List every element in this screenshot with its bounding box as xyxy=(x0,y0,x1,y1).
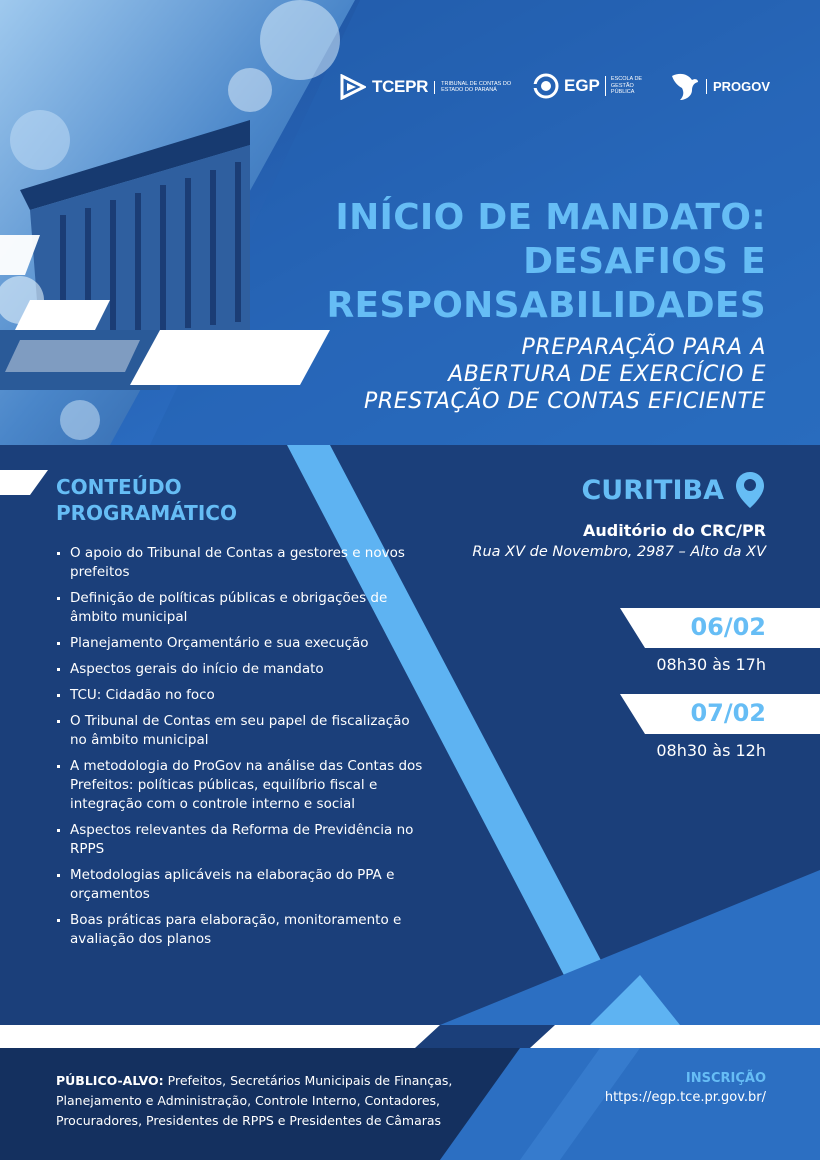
topic-item: O Tribunal de Contas em seu papel de fiscalização no âmbito municipal xyxy=(56,712,426,750)
registration xyxy=(605,1070,766,1108)
tcepr-logo-subtitle: TRIBUNAL DE CONTAS DO ESTADO DO PARANÁ xyxy=(434,81,514,94)
event-subtitle xyxy=(266,334,766,415)
event-venue xyxy=(472,520,766,562)
progov-logo[interactable] xyxy=(670,68,770,104)
target-audience xyxy=(56,1071,516,1131)
white-separator xyxy=(0,1025,820,1048)
program-heading-line-1: CONTEÚDO xyxy=(56,475,182,499)
topic-item: Aspectos gerais do início de mandato xyxy=(56,660,426,679)
registration-label: INSCRIÇÃO xyxy=(685,1071,766,1086)
egp-logo-name: EGP xyxy=(564,76,600,95)
progov-logo-name: PROGOV xyxy=(706,79,770,94)
schedule-date-1: 06/02 xyxy=(690,613,766,641)
subtitle-line-3: PRESTAÇÃO DE CONTAS EFICIENTE xyxy=(364,389,766,414)
topic-item: TCU: Cidadão no foco xyxy=(56,686,426,705)
topic-item: Boas práticas para elaboração, monitoramento e avaliação dos planos xyxy=(56,911,426,949)
schedule-time-1: 08h30 às 17h xyxy=(656,655,766,674)
audience-label: PÚBLICO-ALVO: xyxy=(56,1073,164,1088)
title-line-3: RESPONSABILIDADES xyxy=(326,285,766,326)
egp-logo-icon xyxy=(532,72,560,100)
subtitle-line-1: PREPARAÇÃO PARA A xyxy=(521,335,766,360)
audience-text: Prefeitos, Secretários Municipais de Finanças, Planejamento e Administração, Controle Interno, Contadores, Procuradores, Presidentes de RPPS e Presidentes de Câmaras xyxy=(56,1073,453,1128)
location-pin-icon xyxy=(734,470,766,510)
topic-item: Definição de políticas públicas e obrigações de âmbito municipal xyxy=(56,589,426,627)
event-city xyxy=(581,470,766,510)
white-slash-2 xyxy=(15,300,110,330)
egp-logo-subtitle: ESCOLA DE GESTÃO PÚBLICA xyxy=(605,76,655,96)
partner-logos xyxy=(340,66,770,106)
topic-item: A metodologia do ProGov na análise das Contas dos Prefeitos: políticas públicas, equilíbrio fiscal e integração com o controle interno e social xyxy=(56,757,426,814)
program-topics-list xyxy=(56,544,426,956)
title-line-2: DESAFIOS E xyxy=(523,241,766,282)
venue-address: Rua XV de Novembro, 2987 – Alto da XV xyxy=(472,544,766,560)
tcepr-logo-icon xyxy=(340,74,366,100)
tcepr-logo-name: TCEPR xyxy=(372,77,429,96)
topic-item: Aspectos relevantes da Reforma de Previdência no RPPS xyxy=(56,821,426,859)
venue-name: Auditório do CRC/PR xyxy=(583,521,766,540)
schedule-date-2: 07/02 xyxy=(690,699,766,727)
title-line-1: INÍCIO DE MANDATO: xyxy=(335,197,766,238)
topic-item: Metodologias aplicáveis na elaboração do PPA e orçamentos xyxy=(56,866,426,904)
egp-logo[interactable] xyxy=(532,68,655,104)
program-heading-line-2: PROGRAMÁTICO xyxy=(56,501,237,525)
program-heading xyxy=(56,474,237,526)
event-title xyxy=(296,196,766,328)
white-slash-3 xyxy=(5,340,140,372)
registration-link[interactable]: https://egp.tce.pr.gov.br/ xyxy=(604,1090,766,1105)
schedule-time-2: 08h30 às 12h xyxy=(656,741,766,760)
topic-item: O apoio do Tribunal de Contas a gestores e novos prefeitos xyxy=(56,544,426,582)
topic-item: Planejamento Orçamentário e sua execução xyxy=(56,634,426,653)
subtitle-line-2: ABERTURA DE EXERCÍCIO E xyxy=(448,362,766,387)
progov-bird-icon xyxy=(670,70,700,102)
city-name: CURITIBA xyxy=(581,474,724,506)
tcepr-logo[interactable] xyxy=(340,70,514,104)
